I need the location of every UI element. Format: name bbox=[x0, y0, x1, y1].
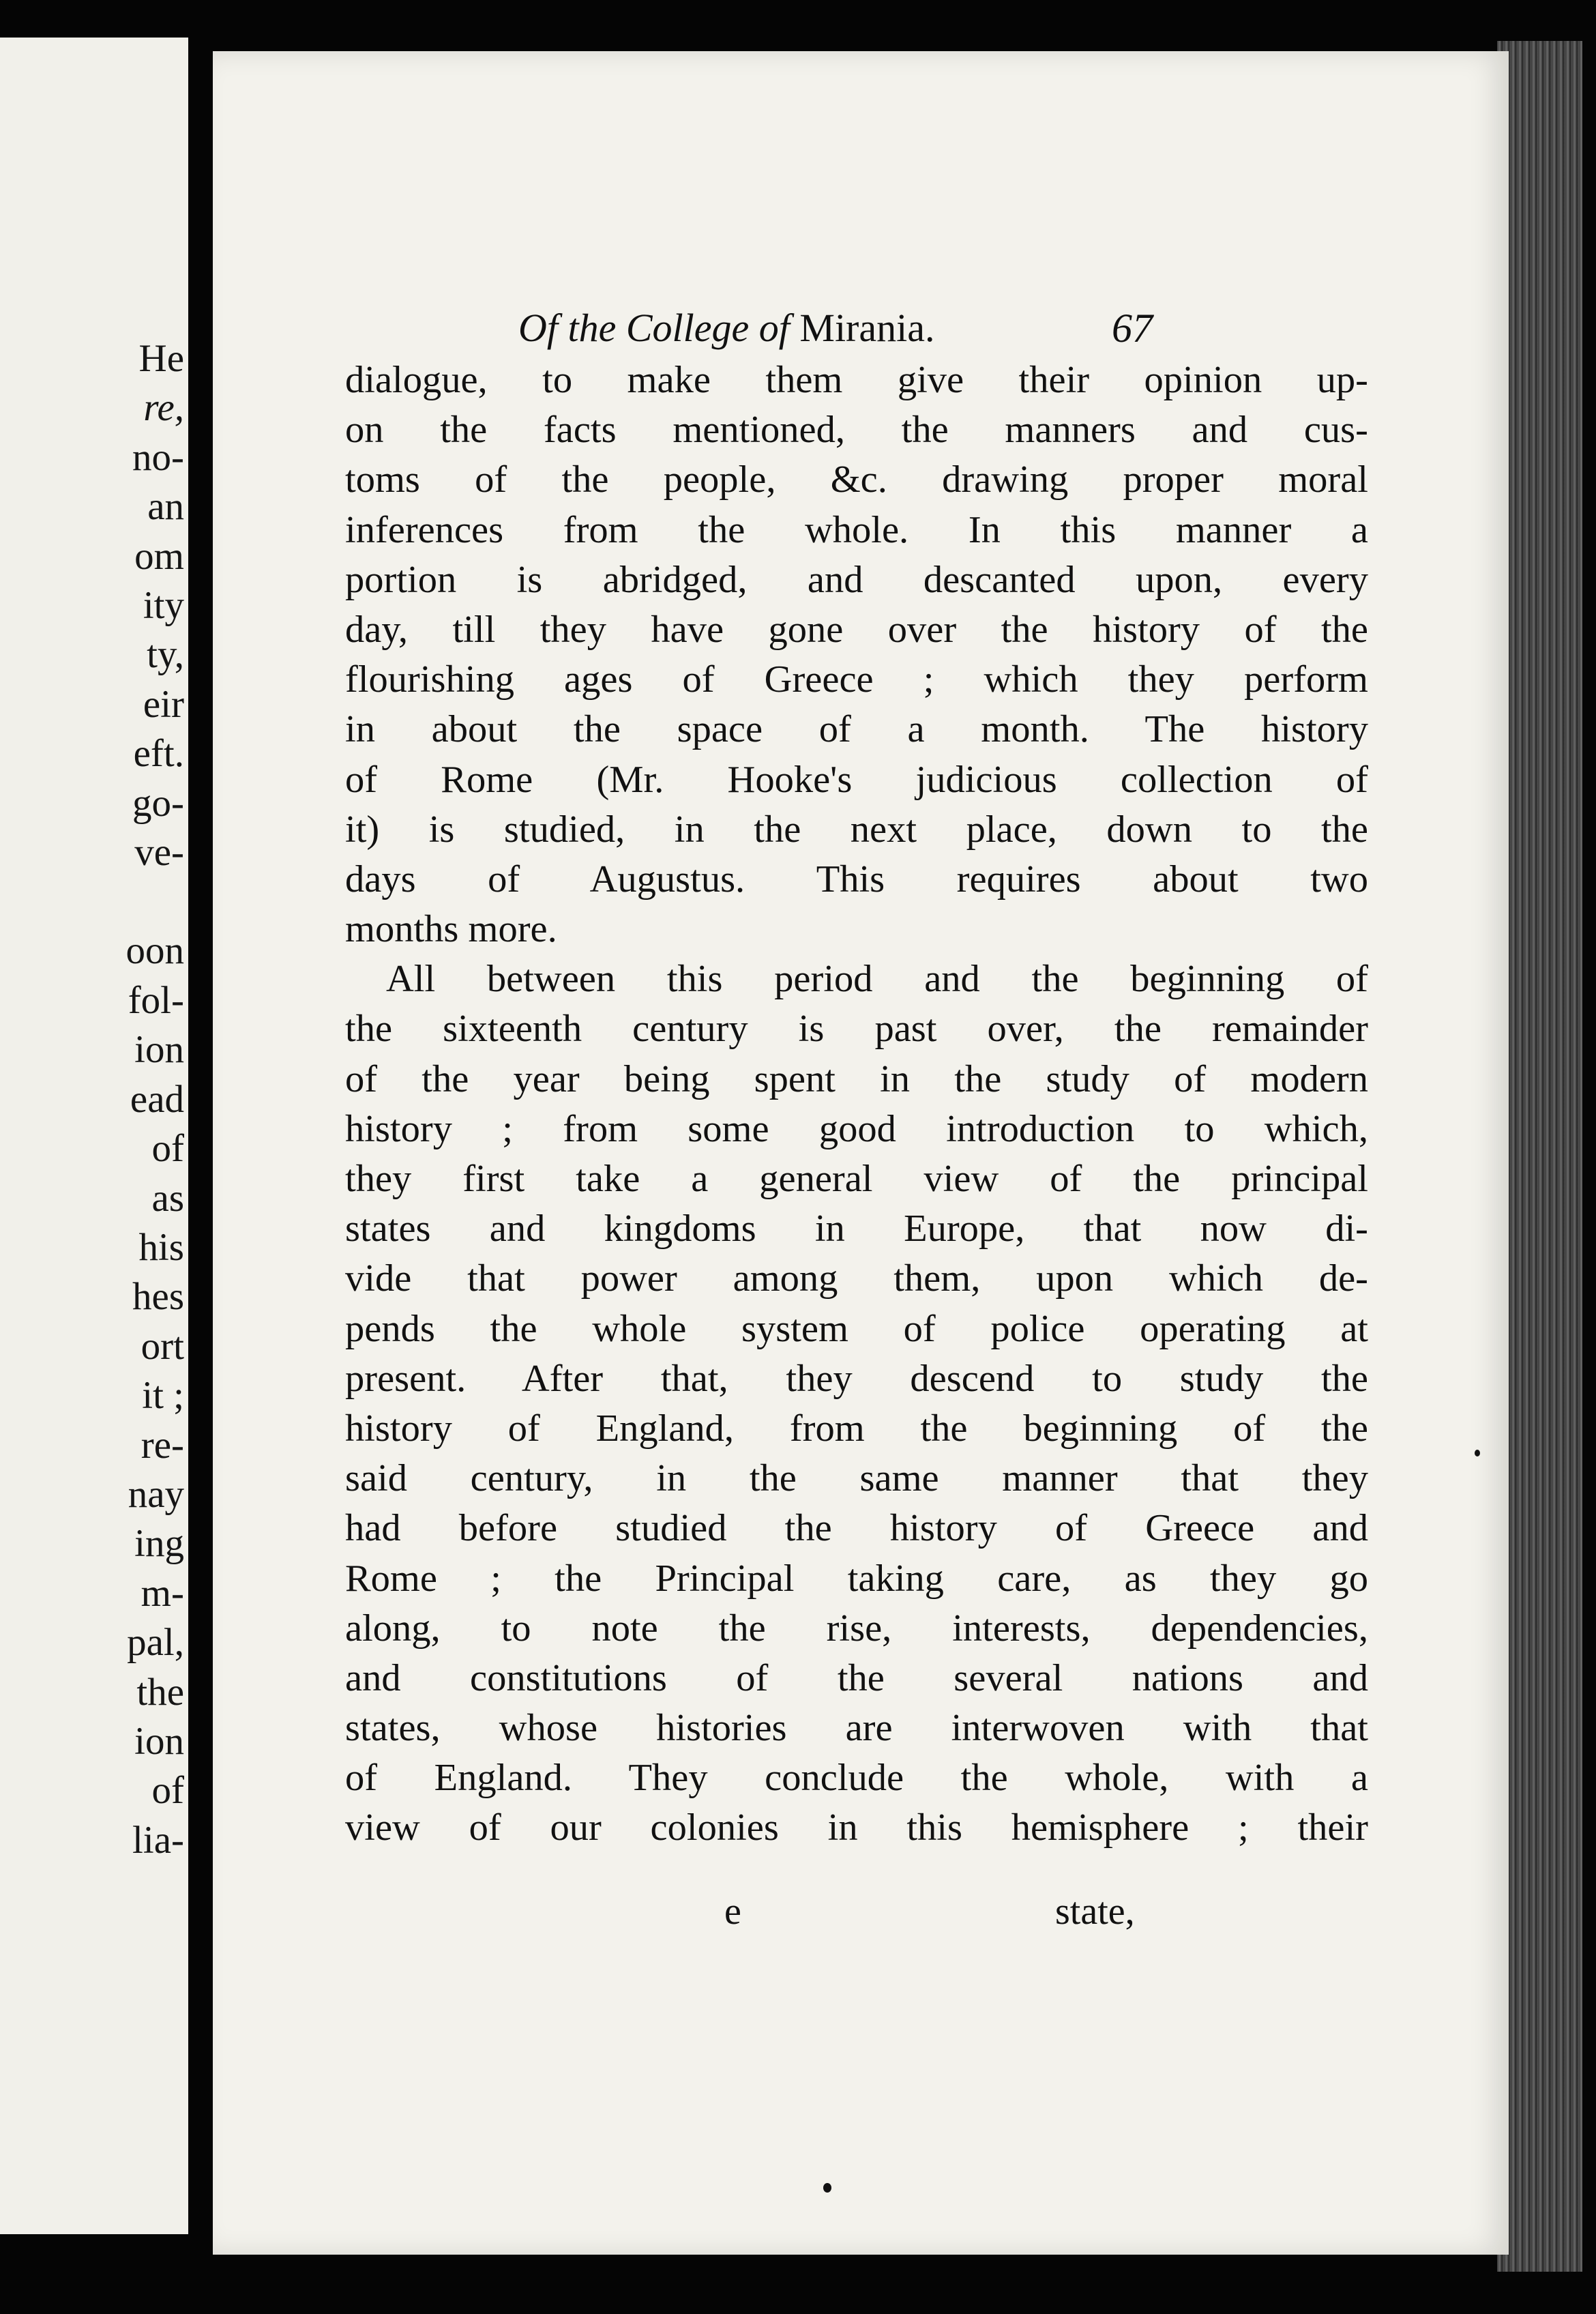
left-fragment: an bbox=[147, 485, 184, 529]
text-line: had before studied the history of Greece and bbox=[345, 1507, 1368, 1550]
left-fragment: as bbox=[151, 1176, 184, 1220]
left-fragment: ty, bbox=[147, 633, 184, 677]
left-fragment-gap bbox=[126, 877, 185, 926]
left-fragment: his bbox=[138, 1225, 184, 1269]
left-fragment: oon bbox=[125, 929, 184, 973]
left-fragment: lia- bbox=[132, 1818, 184, 1862]
page-footer bbox=[213, 1890, 1509, 1944]
running-title-italic: Of the College of bbox=[518, 306, 790, 350]
left-fragment: fol- bbox=[128, 978, 184, 1022]
text-line: pends the whole system of police operating at bbox=[345, 1307, 1368, 1350]
text-line: dialogue, to make them give their opinion up- bbox=[345, 359, 1368, 401]
left-fragment: ve- bbox=[134, 831, 184, 875]
ink-speck bbox=[823, 2183, 831, 2193]
left-page-text-fragments bbox=[126, 334, 185, 1865]
left-fragment: ion bbox=[134, 1719, 184, 1763]
main-page bbox=[213, 51, 1509, 2255]
book-page-edges bbox=[1497, 41, 1582, 2272]
left-fragment: re- bbox=[141, 1423, 184, 1467]
text-line: inferences from the whole. In this manner a bbox=[345, 508, 1368, 551]
left-fragment: ity bbox=[143, 584, 184, 628]
left-fragment: eft. bbox=[133, 732, 184, 776]
text-line: days of Augustus. This requires about two bbox=[345, 858, 1368, 900]
left-fragment: it ; bbox=[142, 1374, 184, 1418]
running-title bbox=[518, 305, 934, 351]
text-line: months more. bbox=[345, 908, 557, 951]
text-line: day, till they have gone over the history of the bbox=[345, 608, 1368, 651]
body-text bbox=[345, 355, 1368, 1854]
text-line: on the facts mentioned, the manners and cus- bbox=[345, 409, 1368, 452]
left-fragment: om bbox=[134, 534, 184, 578]
text-line: the sixteenth century is past over, the remainder bbox=[345, 1008, 1368, 1051]
signature-mark: e bbox=[724, 1890, 741, 1933]
text-line: history ; from some good introduction to which, bbox=[345, 1107, 1368, 1150]
text-line: Rome ; the Principal taking care, as they go bbox=[345, 1557, 1368, 1600]
left-fragment: of bbox=[151, 1127, 184, 1171]
text-line: they first take a general view of the principal bbox=[345, 1158, 1368, 1200]
left-fragment: hes bbox=[132, 1275, 184, 1319]
text-line: it) is studied, in the next place, down to the bbox=[345, 808, 1368, 851]
text-line: present. After that, they descend to study the bbox=[345, 1357, 1368, 1400]
left-fragment: the bbox=[136, 1670, 184, 1714]
text-line: portion is abridged, and descanted upon, every bbox=[345, 558, 1368, 601]
left-fragment: m- bbox=[141, 1571, 184, 1615]
left-fragment: nay bbox=[128, 1472, 184, 1516]
text-line: of England. They conclude the whole, with a bbox=[345, 1757, 1368, 1800]
text-line: history of England, from the beginning of the bbox=[345, 1407, 1368, 1450]
left-fragment: He bbox=[138, 337, 184, 380]
text-line: states and kingdoms in Europe, that now di- bbox=[345, 1207, 1368, 1250]
text-line: view of our colonies in this hemisphere ; their bbox=[345, 1806, 1368, 1849]
text-line: flourishing ages of Greece ; which they perform bbox=[345, 658, 1368, 701]
left-fragment: ead bbox=[130, 1077, 184, 1121]
text-line: toms of the people, &c. drawing proper moral bbox=[345, 458, 1368, 501]
left-fragment: ing bbox=[134, 1522, 184, 1566]
text-line: in about the space of a month. The history bbox=[345, 708, 1368, 751]
left-fragment: pal, bbox=[127, 1621, 184, 1665]
left-facing-page bbox=[0, 38, 188, 2234]
text-line: states, whose histories are interwoven with that bbox=[345, 1707, 1368, 1750]
left-fragment: go- bbox=[132, 781, 184, 825]
ink-speck bbox=[1475, 1450, 1480, 1456]
left-fragment: eir bbox=[143, 682, 184, 726]
page-number: 67 bbox=[1112, 306, 1153, 351]
text-line: vide that power among them, upon which de- bbox=[345, 1257, 1368, 1300]
text-line: and constitutions of the several nations and bbox=[345, 1656, 1368, 1699]
left-fragment: ort bbox=[141, 1324, 184, 1368]
left-fragment: of bbox=[151, 1769, 184, 1813]
left-fragment: ion bbox=[134, 1028, 184, 1072]
left-fragment: no- bbox=[132, 435, 184, 479]
text-line: of Rome (Mr. Hooke's judicious collection of bbox=[345, 758, 1368, 801]
text-line: All between this period and the beginning of bbox=[386, 958, 1368, 1001]
running-title-name: Mirania. bbox=[799, 306, 935, 350]
catchword: state, bbox=[1055, 1890, 1135, 1933]
text-line: said century, in the same manner that they bbox=[345, 1457, 1368, 1500]
left-fragment: re, bbox=[143, 386, 184, 430]
text-line: along, to note the rise, interests, dependencies, bbox=[345, 1607, 1368, 1650]
text-line: of the year being spent in the study of modern bbox=[345, 1057, 1368, 1100]
